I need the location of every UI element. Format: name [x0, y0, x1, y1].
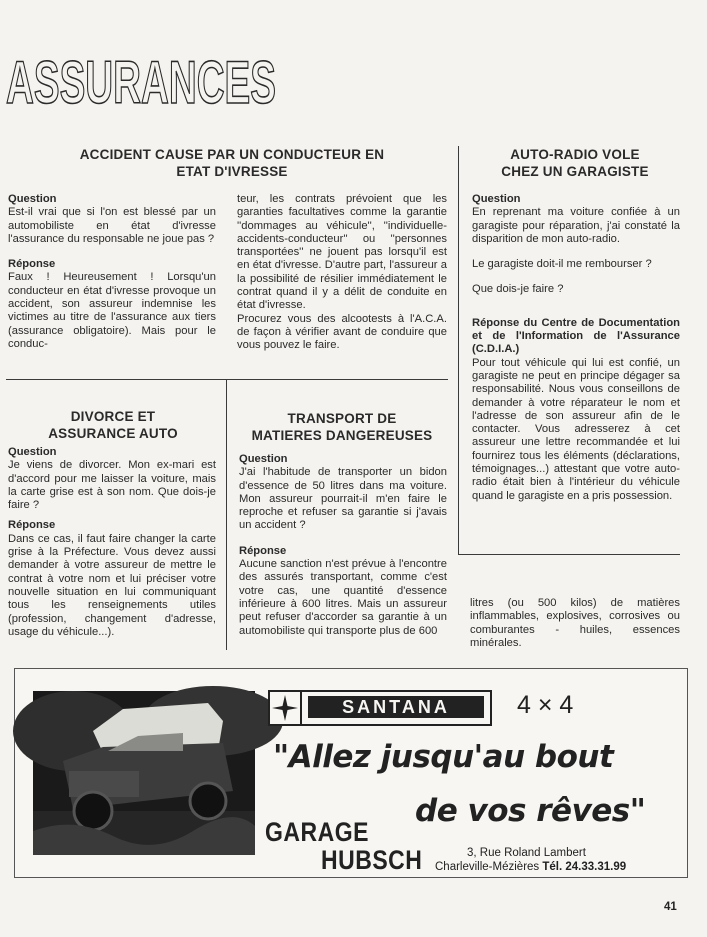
answer-label: Réponse [239, 544, 287, 557]
article-ivresse-col1 [8, 193, 216, 351]
article-autoradio-title: AUTO-RADIO VOLE CHEZ UN GARAGISTE [501, 147, 649, 179]
question-label: Question [8, 193, 57, 205]
article-transport-continued [470, 597, 680, 650]
page-number: 41 [664, 901, 677, 913]
vehicle-photo [33, 691, 255, 855]
question-label: Question [472, 193, 521, 205]
jeep-icon [33, 691, 255, 855]
brand-name: SANTANA [308, 696, 484, 718]
answer-label: Réponse du Centre de Documentation et de l'Information de l'Assurance (C.D.I.A.) [472, 316, 680, 356]
slogan-line2: de vos rêves" [415, 793, 646, 829]
section-title-assurances [6, 49, 278, 116]
answer-text: Pour tout véhicule qui lui est confié, un garagiste ne peut en principe dégager sa responsabilité. Nous vous conseillons de demander à votre réparateur le nom et l'adresse de son assureur afin de le contacter. Vous adresserez à cet assureur une lettre recommandée et lui fournirez tous les éléments (déclarations, témoignages...) attestant que votre auto-radio était bien à l'intérieur du véhicule quand le garagiste en a pris possession. [472, 356, 680, 502]
question-label: Question [239, 453, 288, 465]
column-divider-middle [226, 380, 227, 650]
section-title-text: ASSURANCES [6, 49, 276, 116]
article-ivresse-col2 [237, 193, 447, 353]
answer-text-advice: Procurez vous des alcootests à l'A.C.A. de façon à vérifier avant de conduire que vous pouvez le faire. [237, 312, 447, 352]
article-transport-title: TRANSPORT DE MATIERES DANGEREUSES [251, 411, 433, 443]
star-logo-icon [270, 692, 302, 724]
answer-label: Réponse [8, 519, 56, 532]
article-ivresse-title: ACCIDENT CAUSE PAR UN CONDUCTEUR EN ETAT D'IVRESSE [79, 147, 385, 179]
santana-logo [268, 690, 492, 726]
answer-text: Dans ce cas, il faut faire changer la carte grise à la Préfecture. Vous devez aussi demander à votre assureur de mettre le contrat à votre nom et lui préciser votre nouvelle situation en lui communiquant tous les renseignements utiles (profession, changement d'adresse, usage du véhicule...). [8, 532, 216, 638]
question-text: En reprenant ma voiture confiée à un garagiste pour réparation, j'ai constaté la disparition de mon auto-radio. [472, 206, 680, 245]
article-divorce-body [8, 446, 216, 639]
question-text-2: Le garagiste doit-il me rembourser ? [472, 258, 652, 271]
advertisement-santana [14, 668, 688, 878]
garage-city: Charleville-Mézières [435, 861, 540, 873]
garage-address: 3, Rue Roland Lambert [467, 847, 586, 859]
question-label: Question [8, 446, 57, 458]
garage-tel: Tél. 24.33.31.99 [542, 861, 627, 873]
column-divider-right [458, 146, 459, 554]
model-name: 4 × 4 [517, 691, 574, 719]
garage-name-line2: HUBSCH [321, 845, 423, 875]
answer-text: Faux ! Heureusement ! Lorsqu'un conducteur en état d'ivresse provoque un accident, son assureur indemnise les victimes au titre de l'assurance aux tiers (assurance obligatoire). Mais pour le conduc- [8, 271, 216, 350]
slogan-line1: "Allez jusqu'au bout [273, 739, 614, 775]
answer-text-continued: litres (ou 500 kilos) de matières inflammables, explosives, corrosives ou comburantes - huiles, essences minérales. [470, 597, 680, 649]
answer-text-continued: teur, les contrats prévoient que les garanties facultatives comme la garantie ''dommages au véhicule'', ''individuelle-accidents-conducteur'' ou ''personnes transportées'' ne jouent pas lorsqu'il est en état d'ivresse. D'autre part, l'assureur a la possibilité de résilier immédiatement le contrat quand il y a délit de conduite en état d'ivresse. [237, 193, 447, 312]
article-divider-right [458, 554, 680, 555]
article-divorce-title: DIVORCE ET ASSURANCE AUTO [48, 409, 178, 441]
article-transport-body [239, 453, 447, 638]
question-text: J'ai l'habitude de transporter un bidon d'essence de 50 litres dans ma voiture. Mon assureur pourrait-il m'en faire le reproche et refuser sa garantie si j'avais un accident ? [239, 466, 447, 532]
question-text-3: Que dois-je faire ? [472, 283, 564, 296]
garage-name-line1: GARAGE [265, 817, 369, 847]
article-autoradio-body [472, 193, 680, 503]
answer-text: Aucune sanction n'est prévue à l'encontre des assurés transportant, comme c'est votre cas, une quantité d'essence inférieure à 600 litres. Mais un assureur peut refuser d'accorder sa garantie à un automobiliste qui transporte plus de 600 [239, 558, 447, 637]
garage-city-tel [435, 861, 626, 873]
answer-label: Réponse [8, 258, 56, 271]
question-text: Je viens de divorcer. Mon ex-mari est d'accord pour me laisser la voiture, mais la carte grise est à son nom. Que dois-je faire ? [8, 459, 216, 512]
question-text: Est-il vrai que si l'on est blessé par un automobiliste en état d'ivresse l'assurance du responsable ne joue pas ? [8, 206, 216, 245]
